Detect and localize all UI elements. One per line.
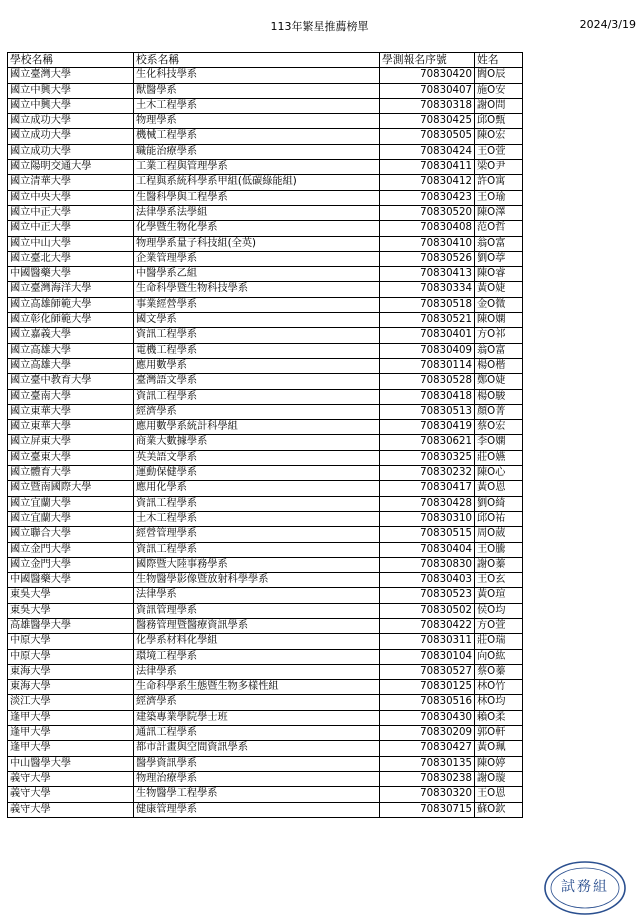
table-row [8, 343, 523, 358]
school-name-cell: 東海大學 [8, 680, 134, 695]
table-row [8, 741, 523, 756]
school-name-cell: 國立彰化師範大學 [8, 313, 134, 328]
student-name-cell: 劉O葶 [475, 251, 523, 266]
registration-no-cell: 70830114 [380, 358, 475, 373]
department-name-cell: 工程與系統科學系甲組(低碳綠能組) [134, 175, 380, 190]
student-name-cell: 施O安 [475, 83, 523, 98]
student-name-cell: 謝O問 [475, 98, 523, 113]
table-row [8, 68, 523, 83]
col-header-student-name: 姓名 [475, 53, 523, 68]
school-name-cell: 逢甲大學 [8, 726, 134, 741]
registration-no-cell: 70830418 [380, 389, 475, 404]
table-row [8, 297, 523, 312]
table-row [8, 282, 523, 297]
table-row [8, 236, 523, 251]
table-row [8, 756, 523, 771]
registration-no-cell: 70830417 [380, 481, 475, 496]
registration-no-cell: 70830419 [380, 420, 475, 435]
department-name-cell: 土木工程學系 [134, 511, 380, 526]
table-row [8, 435, 523, 450]
table-row [8, 267, 523, 282]
student-name-cell: 邱O甄 [475, 114, 523, 129]
department-name-cell: 機械工程學系 [134, 129, 380, 144]
school-name-cell: 義守大學 [8, 771, 134, 786]
registration-no-cell: 70830424 [380, 144, 475, 159]
registration-no-cell: 70830311 [380, 634, 475, 649]
table-body [8, 68, 523, 818]
student-name-cell: 顏O菁 [475, 404, 523, 419]
table-row [8, 618, 523, 633]
student-name-cell: 楊O楷 [475, 358, 523, 373]
registration-no-cell: 70830232 [380, 466, 475, 481]
registration-no-cell: 70830520 [380, 205, 475, 220]
department-name-cell: 英美語文學系 [134, 450, 380, 465]
school-name-cell: 國立清華大學 [8, 175, 134, 190]
school-name-cell: 東海大學 [8, 664, 134, 679]
student-name-cell: 陳O心 [475, 466, 523, 481]
school-name-cell: 國立暨南國際大學 [8, 481, 134, 496]
school-name-cell: 國立東華大學 [8, 404, 134, 419]
table-row [8, 328, 523, 343]
department-name-cell: 工業工程與管理學系 [134, 160, 380, 175]
school-name-cell: 國立宜蘭大學 [8, 496, 134, 511]
registration-no-cell: 70830523 [380, 588, 475, 603]
school-name-cell: 義守大學 [8, 802, 134, 817]
department-name-cell: 臺灣語文學系 [134, 374, 380, 389]
school-name-cell: 國立聯合大學 [8, 527, 134, 542]
student-name-cell: 莊O瑞 [475, 634, 523, 649]
admission-list-table [7, 52, 523, 818]
school-name-cell: 國立臺中教育大學 [8, 374, 134, 389]
table-row [8, 221, 523, 236]
registration-no-cell: 70830527 [380, 664, 475, 679]
department-name-cell: 生命科學暨生物科技學系 [134, 282, 380, 297]
school-name-cell: 中原大學 [8, 649, 134, 664]
table-row [8, 603, 523, 618]
registration-no-cell: 70830104 [380, 649, 475, 664]
school-name-cell: 國立高雄師範大學 [8, 297, 134, 312]
department-name-cell: 資訊工程學系 [134, 496, 380, 511]
registration-no-cell: 70830238 [380, 771, 475, 786]
table-row [8, 771, 523, 786]
student-name-cell: 王O恩 [475, 787, 523, 802]
table-row [8, 374, 523, 389]
registration-no-cell: 70830404 [380, 542, 475, 557]
table-row [8, 511, 523, 526]
table-row [8, 664, 523, 679]
department-name-cell: 物理治療學系 [134, 771, 380, 786]
school-name-cell: 國立中興大學 [8, 98, 134, 113]
department-name-cell: 經濟學系 [134, 404, 380, 419]
office-seal [543, 860, 627, 916]
department-name-cell: 法律學系 [134, 588, 380, 603]
department-name-cell: 企業管理學系 [134, 251, 380, 266]
student-name-cell: 謝O蓁 [475, 557, 523, 572]
student-name-cell: 黃O瑄 [475, 588, 523, 603]
table-row [8, 83, 523, 98]
table-row [8, 695, 523, 710]
school-name-cell: 逢甲大學 [8, 741, 134, 756]
student-name-cell: 劉O綺 [475, 496, 523, 511]
student-name-cell: 翁O富 [475, 236, 523, 251]
department-name-cell: 應用化學系 [134, 481, 380, 496]
student-name-cell: 金O微 [475, 297, 523, 312]
table-row [8, 358, 523, 373]
department-name-cell: 土木工程學系 [134, 98, 380, 113]
department-name-cell: 都市計畫與空間資訊學系 [134, 741, 380, 756]
table-row [8, 404, 523, 419]
registration-no-cell: 70830413 [380, 267, 475, 282]
student-name-cell: 方O萱 [475, 618, 523, 633]
registration-no-cell: 70830528 [380, 374, 475, 389]
student-name-cell: 黃O珮 [475, 741, 523, 756]
student-name-cell: 向O紘 [475, 649, 523, 664]
school-name-cell: 國立中正大學 [8, 221, 134, 236]
table-row [8, 527, 523, 542]
table-header-row [8, 53, 523, 68]
student-name-cell: 謝O璇 [475, 771, 523, 786]
student-name-cell: 翁O富 [475, 343, 523, 358]
table-row [8, 98, 523, 113]
school-name-cell: 國立宜蘭大學 [8, 511, 134, 526]
table-row [8, 710, 523, 725]
school-name-cell: 國立高雄大學 [8, 343, 134, 358]
registration-no-cell: 70830515 [380, 527, 475, 542]
school-name-cell: 東吳大學 [8, 588, 134, 603]
registration-no-cell: 70830430 [380, 710, 475, 725]
department-name-cell: 運動保健學系 [134, 466, 380, 481]
registration-no-cell: 70830135 [380, 756, 475, 771]
registration-no-cell: 70830412 [380, 175, 475, 190]
page-title: 113年繁星推薦榜單 [270, 20, 369, 33]
department-name-cell: 資訊工程學系 [134, 328, 380, 343]
registration-no-cell: 70830505 [380, 129, 475, 144]
student-name-cell: 方O祁 [475, 328, 523, 343]
department-name-cell: 生醫科學與工程學系 [134, 190, 380, 205]
student-name-cell: 陳O睿 [475, 267, 523, 282]
table-row [8, 389, 523, 404]
school-name-cell: 國立臺南大學 [8, 389, 134, 404]
table-row [8, 129, 523, 144]
student-name-cell: 梁O尹 [475, 160, 523, 175]
school-name-cell: 淡江大學 [8, 695, 134, 710]
registration-no-cell: 70830410 [380, 236, 475, 251]
student-name-cell: 林O均 [475, 695, 523, 710]
department-name-cell: 應用數學系統計科學組 [134, 420, 380, 435]
registration-no-cell: 70830521 [380, 313, 475, 328]
table-row [8, 466, 523, 481]
table-row [8, 726, 523, 741]
department-name-cell: 生命科學系生態暨生物多樣性組 [134, 680, 380, 695]
registration-no-cell: 70830325 [380, 450, 475, 465]
student-name-cell: 林O竹 [475, 680, 523, 695]
school-name-cell: 中原大學 [8, 634, 134, 649]
registration-no-cell: 70830318 [380, 98, 475, 113]
school-name-cell: 國立金門大學 [8, 557, 134, 572]
school-name-cell: 國立中正大學 [8, 205, 134, 220]
school-name-cell: 國立中山大學 [8, 236, 134, 251]
school-name-cell: 中國醫藥大學 [8, 267, 134, 282]
student-name-cell: 王O玄 [475, 573, 523, 588]
registration-no-cell: 70830408 [380, 221, 475, 236]
department-name-cell: 通訊工程學系 [134, 726, 380, 741]
seal-text: 試務組 [561, 879, 609, 895]
table-row [8, 450, 523, 465]
table-row [8, 802, 523, 817]
registration-no-cell: 70830209 [380, 726, 475, 741]
department-name-cell: 物理學系 [134, 114, 380, 129]
registration-no-cell: 70830420 [380, 68, 475, 83]
department-name-cell: 經營管理學系 [134, 527, 380, 542]
student-name-cell: 王O瑜 [475, 190, 523, 205]
student-name-cell: 侯O均 [475, 603, 523, 618]
school-name-cell: 國立臺北大學 [8, 251, 134, 266]
school-name-cell: 國立嘉義大學 [8, 328, 134, 343]
school-name-cell: 國立中央大學 [8, 190, 134, 205]
registration-no-cell: 70830427 [380, 741, 475, 756]
print-date: 2024/3/19 [579, 18, 636, 31]
registration-no-cell: 70830502 [380, 603, 475, 618]
col-header-department: 校系名稱 [134, 53, 380, 68]
table-row [8, 144, 523, 159]
student-name-cell: 楊O駿 [475, 389, 523, 404]
registration-no-cell: 70830125 [380, 680, 475, 695]
student-name-cell: 邱O祐 [475, 511, 523, 526]
table-row [8, 557, 523, 572]
registration-no-cell: 70830310 [380, 511, 475, 526]
school-name-cell: 國立金門大學 [8, 542, 134, 557]
registration-no-cell: 70830513 [380, 404, 475, 419]
school-name-cell: 高雄醫學大學 [8, 618, 134, 633]
table-row [8, 160, 523, 175]
department-name-cell: 資訊工程學系 [134, 542, 380, 557]
student-name-cell: 蔡O宏 [475, 420, 523, 435]
department-name-cell: 法律學系法學組 [134, 205, 380, 220]
student-name-cell: 陳O宏 [475, 129, 523, 144]
registration-no-cell: 70830621 [380, 435, 475, 450]
department-name-cell: 物理學系量子科技組(全英) [134, 236, 380, 251]
student-name-cell: 蔡O蓁 [475, 664, 523, 679]
department-name-cell: 應用數學系 [134, 358, 380, 373]
registration-no-cell: 70830516 [380, 695, 475, 710]
student-name-cell: 莊O嬿 [475, 450, 523, 465]
school-name-cell: 東吳大學 [8, 603, 134, 618]
school-name-cell: 國立成功大學 [8, 114, 134, 129]
student-name-cell: 陳O澤 [475, 205, 523, 220]
department-name-cell: 電機工程學系 [134, 343, 380, 358]
table-row [8, 649, 523, 664]
department-name-cell: 資訊工程學系 [134, 389, 380, 404]
department-name-cell: 生化科技學系 [134, 68, 380, 83]
department-name-cell: 職能治療學系 [134, 144, 380, 159]
table-row [8, 205, 523, 220]
registration-no-cell: 70830830 [380, 557, 475, 572]
department-name-cell: 醫務管理暨醫療資訊學系 [134, 618, 380, 633]
department-name-cell: 生物醫學影像暨放射科學學系 [134, 573, 380, 588]
student-name-cell: 黃O婕 [475, 282, 523, 297]
student-name-cell: 李O嫻 [475, 435, 523, 450]
department-name-cell: 化學系材料化學組 [134, 634, 380, 649]
registration-no-cell: 70830403 [380, 573, 475, 588]
department-name-cell: 資訊管理學系 [134, 603, 380, 618]
student-name-cell: 陳O嫻 [475, 313, 523, 328]
department-name-cell: 經濟學系 [134, 695, 380, 710]
registration-no-cell: 70830518 [380, 297, 475, 312]
department-name-cell: 環境工程學系 [134, 649, 380, 664]
school-name-cell: 國立陽明交通大學 [8, 160, 134, 175]
student-name-cell: 黃O恩 [475, 481, 523, 496]
table-row [8, 175, 523, 190]
table-row [8, 588, 523, 603]
registration-no-cell: 70830715 [380, 802, 475, 817]
school-name-cell: 國立屏東大學 [8, 435, 134, 450]
registration-no-cell: 70830409 [380, 343, 475, 358]
table-row [8, 420, 523, 435]
registration-no-cell: 70830320 [380, 787, 475, 802]
department-name-cell: 醫學資訊學系 [134, 756, 380, 771]
table-row [8, 313, 523, 328]
registration-no-cell: 70830407 [380, 83, 475, 98]
school-name-cell: 國立成功大學 [8, 129, 134, 144]
school-name-cell: 國立體育大學 [8, 466, 134, 481]
department-name-cell: 建築專業學院學士班 [134, 710, 380, 725]
registration-no-cell: 70830411 [380, 160, 475, 175]
school-name-cell: 國立臺東大學 [8, 450, 134, 465]
registration-no-cell: 70830423 [380, 190, 475, 205]
registration-no-cell: 70830425 [380, 114, 475, 129]
student-name-cell: 閻O辰 [475, 68, 523, 83]
table-row [8, 251, 523, 266]
department-name-cell: 健康管理學系 [134, 802, 380, 817]
registration-no-cell: 70830401 [380, 328, 475, 343]
col-header-registration-no: 學測報名序號 [380, 53, 475, 68]
student-name-cell: 許O寓 [475, 175, 523, 190]
table-row [8, 114, 523, 129]
table-row [8, 496, 523, 511]
registration-no-cell: 70830422 [380, 618, 475, 633]
department-name-cell: 法律學系 [134, 664, 380, 679]
school-name-cell: 國立臺灣大學 [8, 68, 134, 83]
school-name-cell: 國立成功大學 [8, 144, 134, 159]
table-row [8, 542, 523, 557]
school-name-cell: 中山醫學大學 [8, 756, 134, 771]
school-name-cell: 義守大學 [8, 787, 134, 802]
student-name-cell: 鄭O婕 [475, 374, 523, 389]
student-name-cell: 賴O柔 [475, 710, 523, 725]
department-name-cell: 商業大數據學系 [134, 435, 380, 450]
school-name-cell: 中國醫藥大學 [8, 573, 134, 588]
department-name-cell: 生物醫學工程學系 [134, 787, 380, 802]
student-name-cell: 王O萱 [475, 144, 523, 159]
student-name-cell: 蘇O欽 [475, 802, 523, 817]
table-row [8, 481, 523, 496]
col-header-school: 學校名稱 [8, 53, 134, 68]
registration-no-cell: 70830526 [380, 251, 475, 266]
school-name-cell: 國立臺灣海洋大學 [8, 282, 134, 297]
student-name-cell: 王O騰 [475, 542, 523, 557]
department-name-cell: 中醫學系乙組 [134, 267, 380, 282]
registration-no-cell: 70830428 [380, 496, 475, 511]
table-row [8, 634, 523, 649]
school-name-cell: 國立東華大學 [8, 420, 134, 435]
student-name-cell: 郭O軒 [475, 726, 523, 741]
table-row [8, 787, 523, 802]
registration-no-cell: 70830334 [380, 282, 475, 297]
school-name-cell: 逢甲大學 [8, 710, 134, 725]
student-name-cell: 范O哲 [475, 221, 523, 236]
department-name-cell: 化學暨生物化學系 [134, 221, 380, 236]
student-name-cell: 陳O婷 [475, 756, 523, 771]
table-row [8, 680, 523, 695]
table-row [8, 573, 523, 588]
department-name-cell: 國文學系 [134, 313, 380, 328]
department-name-cell: 事業經營學系 [134, 297, 380, 312]
school-name-cell: 國立中興大學 [8, 83, 134, 98]
school-name-cell: 國立高雄大學 [8, 358, 134, 373]
student-name-cell: 周O葳 [475, 527, 523, 542]
department-name-cell: 國際暨大陸事務學系 [134, 557, 380, 572]
department-name-cell: 獸醫學系 [134, 83, 380, 98]
table-row [8, 190, 523, 205]
